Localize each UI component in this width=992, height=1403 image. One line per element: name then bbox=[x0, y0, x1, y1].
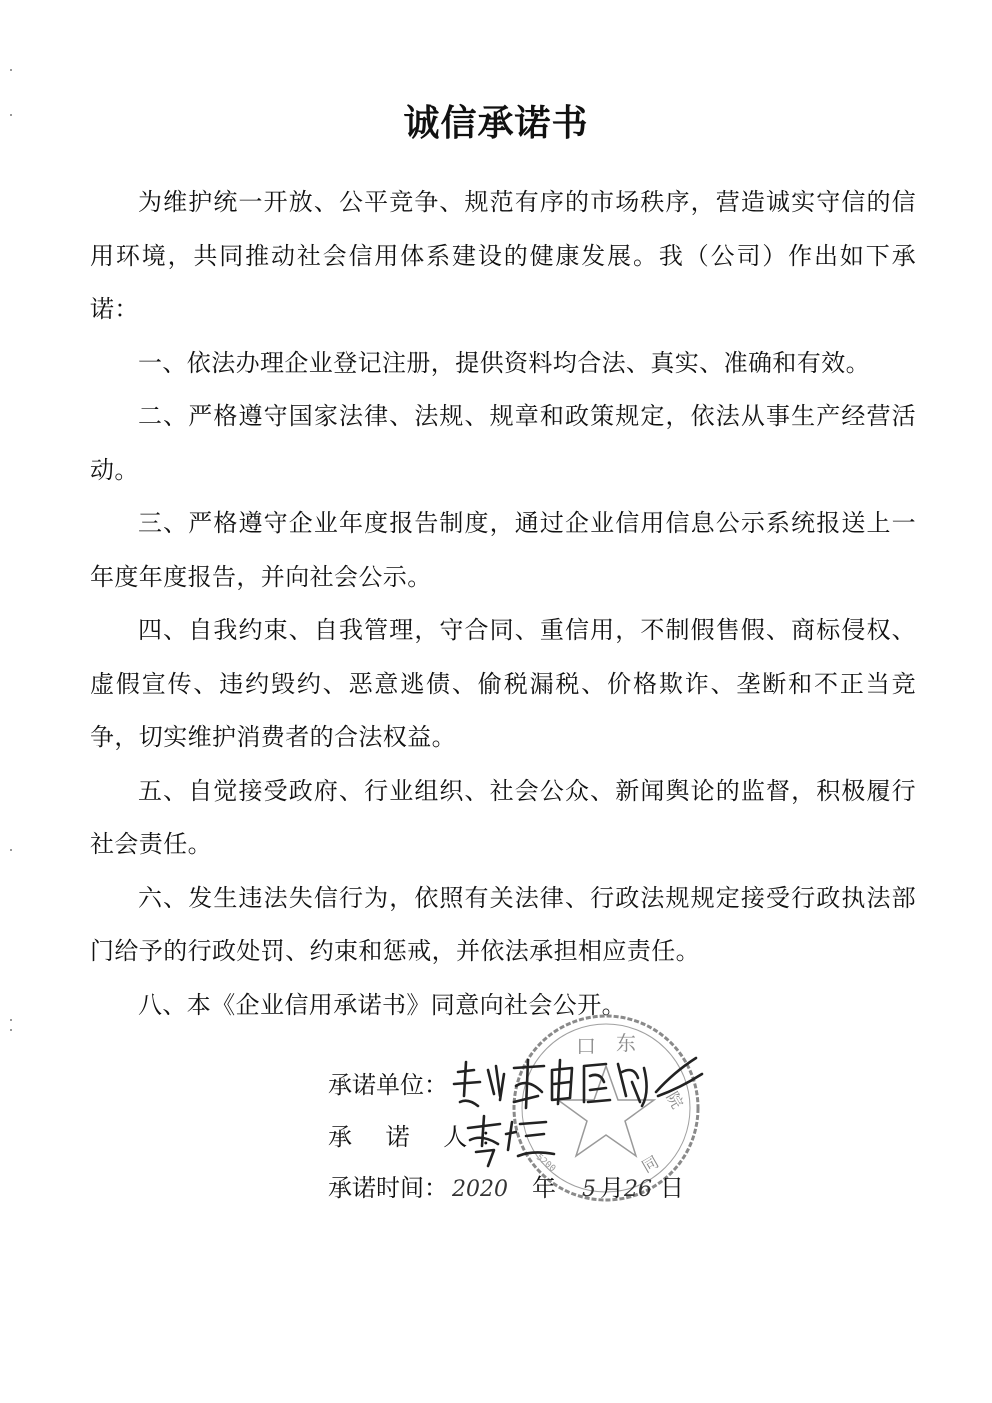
commitment-item-1: 一、依法办理企业登记注册，提供资料均合法、真实、准确和有效。 bbox=[138, 348, 870, 377]
commitment-item-5: 五、自觉接受政府、行业组织、社会公众、新闻舆论的监督，积极履行社会责任。 bbox=[90, 776, 916, 858]
year-value: 2020 bbox=[452, 1177, 508, 1202]
intro-paragraph: 为维护统一开放、公平竞争、规范有序的市场秩序，营造诚实守信的信用环境，共同推动社会信用体系建设的健康发展。我（公司）作出如下承诺： bbox=[90, 188, 916, 323]
commitment-item-6: 六、发生违法失信行为，依照有关法律、行政法规规定接受行政执法部门给予的行政处罚、约束和惩戒，并依法承担相应责任。 bbox=[90, 883, 916, 965]
unit-row bbox=[328, 1068, 628, 1101]
time-label: 承诺时间： bbox=[328, 1174, 448, 1202]
commitment-body bbox=[90, 176, 916, 1032]
commitment-item-8: 八、本《企业信用承诺书》同意向社会公开。 bbox=[138, 990, 626, 1019]
signature-block bbox=[328, 1060, 748, 1220]
unit-label: 承诺单位： bbox=[328, 1071, 448, 1099]
person-row bbox=[328, 1120, 577, 1153]
scan-margin-marks bbox=[6, 0, 16, 1403]
month-unit: 月 bbox=[600, 1174, 624, 1202]
seal-char-2: 东 bbox=[616, 1031, 636, 1055]
month-value: 5 bbox=[582, 1177, 596, 1202]
commitment-item-2: 二、严格遵守国家法律、法规、规章和政策规定，依法从事生产经营活动。 bbox=[90, 402, 916, 484]
person-label: 承 诺 人： bbox=[328, 1123, 518, 1151]
seal-char-3: 院 bbox=[662, 1088, 687, 1112]
commitment-item-3: 三、严格遵守企业年度报告制度，通过企业信用信息公示系统报送上一年度年度报告，并向社会公示。 bbox=[90, 509, 916, 591]
svg-text:5200: 5200 bbox=[534, 1152, 558, 1175]
day-unit: 日 bbox=[660, 1174, 684, 1202]
time-row bbox=[328, 1172, 684, 1206]
commitment-item-4: 四、自我约束、自我管理，守合同、重信用，不制假售假、商标侵权、虚假宣传、违约毁约、恶意逃债、偷税漏税、价格欺诈、垄断和不正当竞争，切实维护消费者的合法权益。 bbox=[90, 616, 916, 751]
seal-char-4: 同 bbox=[638, 1152, 662, 1177]
day-value: 26 bbox=[624, 1177, 652, 1202]
page-title: 诚信承诺书 bbox=[403, 103, 589, 144]
seal-char-1: 口 bbox=[576, 1034, 596, 1058]
year-unit: 年 bbox=[532, 1174, 556, 1202]
